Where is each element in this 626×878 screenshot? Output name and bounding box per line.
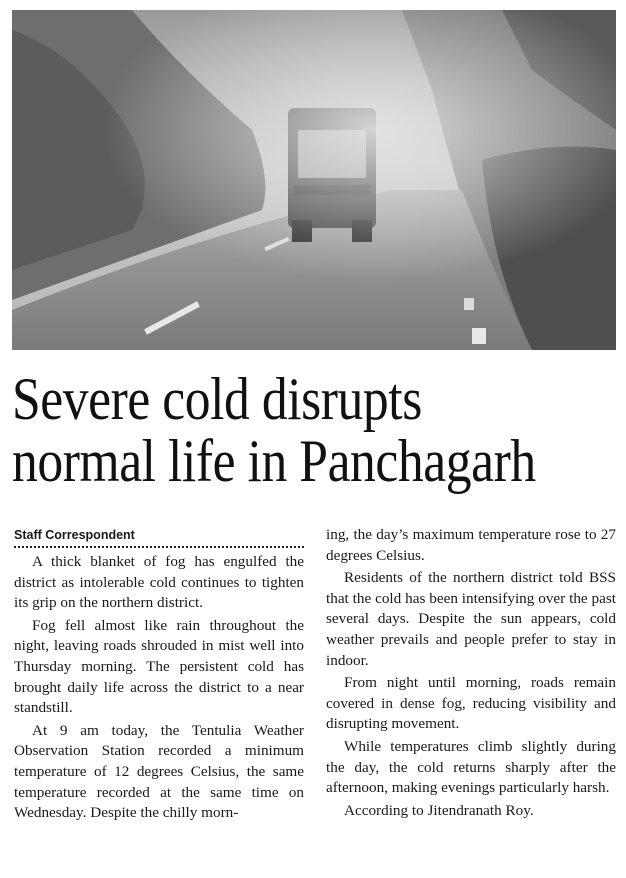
paragraph: ing, the day’s maximum temperature rose to 27 degrees Celsius. bbox=[326, 526, 616, 564]
byline: Staff Correspondent bbox=[14, 527, 304, 548]
paragraph: Residents of the northern district told BSS that the cold has been intensifying over the past several days. Despite the sun appears, cold weather prevails and people prefer to stay in indoor. bbox=[326, 569, 616, 669]
headline-line-1: Severe cold disrupts bbox=[12, 366, 422, 432]
paragraph: At 9 am today, the Tentulia Weather Observation Station recorded a minimum temperature of 12 degrees Celsius, the same temperature recorded at the same time on Wednesday. Despite the chilly morn- bbox=[14, 721, 304, 822]
paragraph: A thick blanket of fog has engulfed the district as intolerable cold continues to tighten its grip on the northern district. bbox=[14, 553, 304, 612]
headline-line-2: normal life in Panchagarh bbox=[12, 428, 536, 494]
paragraph: Fog fell almost like rain throughout the night, leaving roads shrouded in mist well into Thursday morning. The persistent cold has brought daily life across the district to a near standstill. bbox=[14, 616, 304, 717]
paragraph: From night until morning, roads remain covered in dense fog, reducing visibility and disrupting movement. bbox=[326, 674, 616, 733]
paragraph: According to Jitendranath Roy. bbox=[344, 801, 534, 819]
article-column-right bbox=[326, 525, 616, 823]
article-column-left bbox=[14, 527, 304, 826]
foggy-road-illustration bbox=[12, 10, 616, 350]
paragraph: While temperatures climb slightly during the day, the cold returns sharply after the afternoon, making evenings particularly harsh. bbox=[326, 737, 616, 797]
article-photo-foggy-road bbox=[12, 10, 616, 350]
headline bbox=[12, 366, 536, 494]
